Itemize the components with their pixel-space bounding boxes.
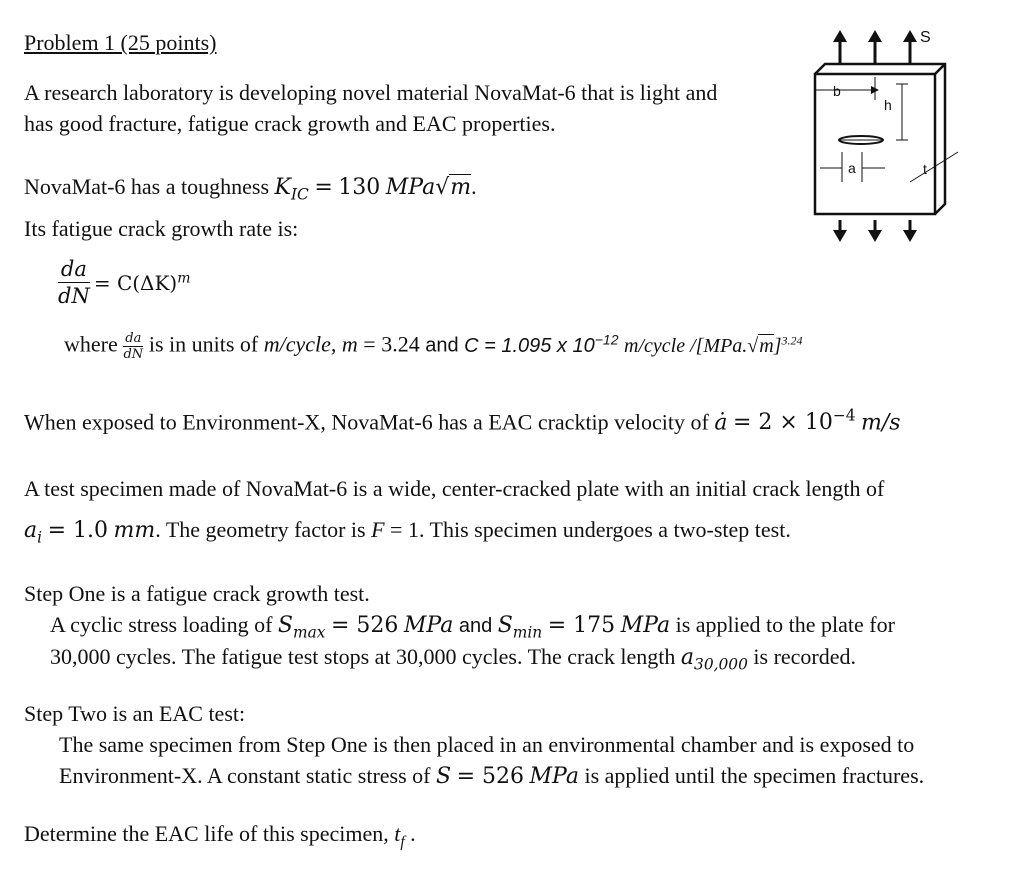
smin-unit: MPa (620, 613, 671, 638)
ai-symbol: $a_i$ (24, 518, 43, 547)
bottom-load-arrows (833, 220, 917, 242)
toughness-line (24, 174, 477, 207)
units-value: m/cycle, (263, 331, 337, 357)
c-unit-root: m (759, 334, 774, 357)
da-dn-fraction (58, 256, 90, 309)
c-label: C = 1.095 x $10^{-12}$ (464, 331, 619, 357)
fraction-denominator: dN (58, 284, 90, 308)
toughness-symbol: $K_{IC}$ (274, 175, 309, 204)
s-symbol: S (436, 764, 452, 789)
where-label: where (64, 331, 118, 357)
step-one-and: and (458, 615, 493, 637)
where-line (64, 326, 803, 362)
eac-text: When exposed to Environment-X, NovaMat-6 has a EAC cracktip velocity of (24, 409, 709, 435)
eac-value: = $2 \times 10^{-4}$ (732, 407, 856, 436)
m-value: = 3.24 (363, 331, 420, 357)
sqrt-sign: √ (435, 175, 450, 200)
c-exponent: −12 (594, 331, 619, 347)
problem-title: Problem 1 (25 points) (24, 30, 217, 55)
label-t: t (923, 161, 927, 177)
s-unit: MPa (529, 764, 579, 789)
eac-exponent: −4 (832, 407, 856, 425)
m-label: m (341, 331, 358, 357)
step-one-line1-pre: A cyclic stress loading of (50, 612, 273, 637)
smax-subscript: max (292, 623, 326, 642)
label-b: b (833, 83, 841, 99)
toughness-root: m (450, 175, 472, 200)
step-one-line2-pre: 30,000 cycles. The fatigue test stops at 30,000 cycles. The crack length (50, 644, 676, 669)
specimen-line-2-rest: . The geometry factor is (155, 517, 366, 542)
paris-law-equation (58, 256, 191, 309)
small-fraction-denominator: dN (123, 347, 144, 363)
toughness-equals: = (314, 175, 333, 200)
label-s: S (920, 29, 931, 46)
step-one-line2-post: is recorded. (753, 644, 857, 669)
smin-value: = 175 (547, 613, 616, 638)
da-dn-small-fraction (123, 331, 143, 362)
tf-symbol: $t_f$ (394, 821, 405, 851)
toughness-prefix: NovaMat-6 has a toughness (24, 174, 270, 199)
eac-unit: m/s (861, 410, 901, 436)
paris-law-rhs: = $C(\Delta K)^m$ (93, 270, 191, 295)
specimen-diagram (790, 22, 960, 252)
units-text: is in units of (148, 331, 259, 357)
smin-subscript: min (512, 623, 543, 642)
step-one-heading: Step One is a fatigue crack growth test. (24, 581, 370, 606)
step-one-line-1 (50, 612, 895, 645)
tf-subscript: f (400, 833, 405, 851)
question-suffix: . (404, 821, 416, 846)
specimen-line-2 (24, 517, 791, 550)
a30-symbol: $a_{30,000}$ (680, 645, 748, 674)
toughness-value: 130 (338, 175, 381, 200)
smin-symbol: $S_{min}$ (497, 613, 543, 642)
eac-symbol: ȧ (714, 410, 728, 436)
fraction-numerator: da (58, 256, 90, 283)
toughness-subscript: IC (290, 185, 309, 204)
toughness-suffix: . (471, 174, 477, 199)
step-two-line2-pre: Environment-X. A constant static stress of (59, 763, 431, 788)
eac-velocity-line (24, 403, 901, 436)
ai-unit: mm (113, 518, 156, 543)
question-line (24, 821, 416, 855)
small-fraction-numerator: da (125, 331, 142, 347)
top-load-arrows (833, 30, 917, 64)
step-two-line-2 (59, 763, 924, 790)
step-one-line1-post: is applied to the plate for (675, 612, 895, 637)
label-a: a (848, 160, 856, 176)
ai-subscript: i (37, 528, 43, 547)
specimen-line-1: A test specimen made of NovaMat-6 is a wide, center-cracked plate with an initial crack length of (24, 476, 885, 501)
intro-line-1: A research laboratory is developing novel material NovaMat-6 that is light and (24, 80, 718, 105)
ai-value: = 1.0 (47, 518, 108, 543)
step-two-line-1: The same specimen from Step One is then placed in an environmental chamber and is exposed to (59, 732, 915, 757)
question-text: Determine the EAC life of this specimen, (24, 821, 389, 846)
step-two-line2-post: is applied until the specimen fractures. (584, 763, 925, 788)
smax-value: = 526 (330, 613, 399, 638)
a30-subscript: 30,000 (694, 655, 748, 674)
and-word: and (425, 334, 459, 357)
label-h: h (884, 97, 892, 113)
c-unit: m/cycle $/[MPa.√m]^{3.24}$ (624, 333, 803, 357)
smax-unit: MPa (403, 613, 454, 638)
paris-law-exponent: m (177, 270, 191, 287)
f-symbol: F (371, 517, 385, 542)
f-value: = 1. This specimen undergoes a two-step test. (384, 517, 791, 542)
c-unit-exponent: 3.24 (781, 333, 803, 347)
s-value: = 526 (456, 764, 524, 789)
growth-intro: Its fatigue crack growth rate is: (24, 216, 299, 241)
smax-symbol: $S_{max}$ (277, 613, 326, 642)
step-two-heading: Step Two is an EAC test: (24, 701, 246, 726)
step-one-line-2 (50, 644, 856, 677)
toughness-unit: MPa (385, 175, 436, 200)
intro-line-2: has good fracture, fatigue crack growth and EAC properties. (24, 111, 556, 136)
